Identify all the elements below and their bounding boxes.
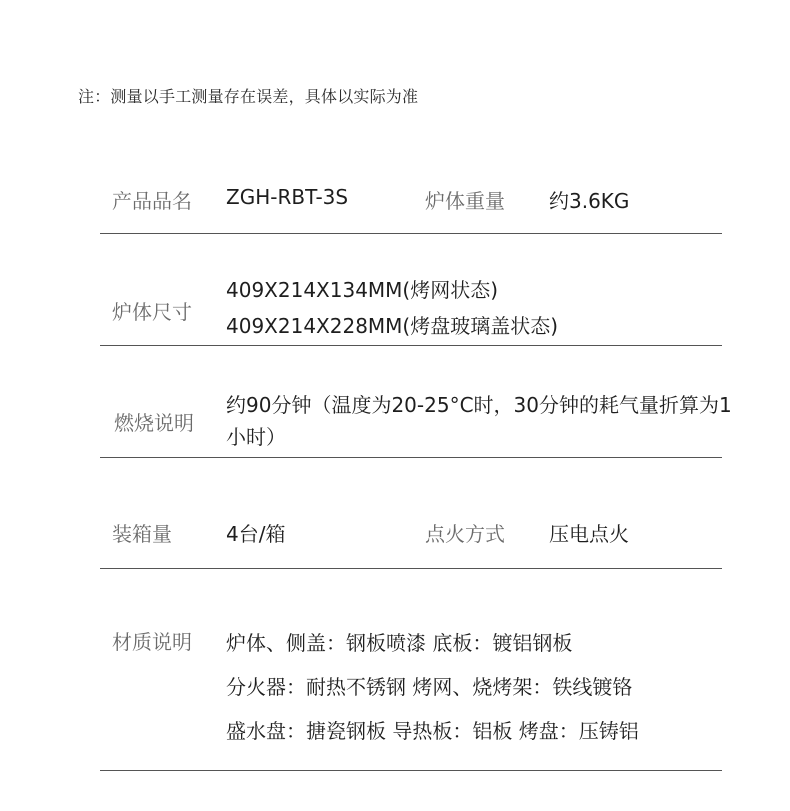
spec-label-body-size: 炉体尺寸 (112, 300, 192, 324)
spec-value-product-name: ZGH-RBT-3S (226, 185, 349, 209)
spec-label-packing: 装箱量 (112, 522, 172, 546)
spec-label-product-name: 产品品名 (112, 189, 192, 213)
spec-label-materials: 材质说明 (112, 630, 192, 654)
spec-value-packing: 4台/箱 (226, 522, 286, 546)
spec-row-packing (100, 457, 722, 569)
spec-value-burn-info: 约90分钟（温度为20-25°C时，30分钟的耗气量折算为1小时） (226, 393, 732, 449)
spec-row-materials (100, 568, 722, 771)
spec-row-burn-info (100, 345, 732, 458)
spec-label-ignition: 点火方式 (425, 522, 505, 546)
materials-line-1: 炉体、侧盖：钢板喷漆 底板：镀铝钢板 (226, 631, 573, 655)
spec-value-body-weight: 约3.6KG (549, 189, 630, 213)
spec-label-burn-info: 燃烧说明 (114, 411, 194, 435)
spec-value-materials (226, 621, 732, 753)
spec-label-body-weight: 炉体重量 (425, 189, 505, 213)
spec-value-ignition: 压电点火 (549, 522, 629, 546)
spec-row-product-name (100, 165, 722, 234)
materials-line-2: 分火器：耐热不锈钢 烤网、烧烤架：铁线镀铬 (226, 675, 633, 699)
materials-line-3: 盛水盘：搪瓷钢板 导热板：铝板 烤盘：压铸铝 (226, 719, 639, 743)
measurement-note: 注：测量以手工测量存在误差，具体以实际为准 (78, 87, 419, 106)
body-size-line-grill: 409X214X134MM(烤网状态) (226, 278, 499, 302)
spec-value-body-size (226, 272, 732, 344)
body-size-line-pan-lid: 409X214X228MM(烤盘玻璃盖状态) (226, 314, 559, 338)
spec-row-body-size (100, 233, 722, 346)
